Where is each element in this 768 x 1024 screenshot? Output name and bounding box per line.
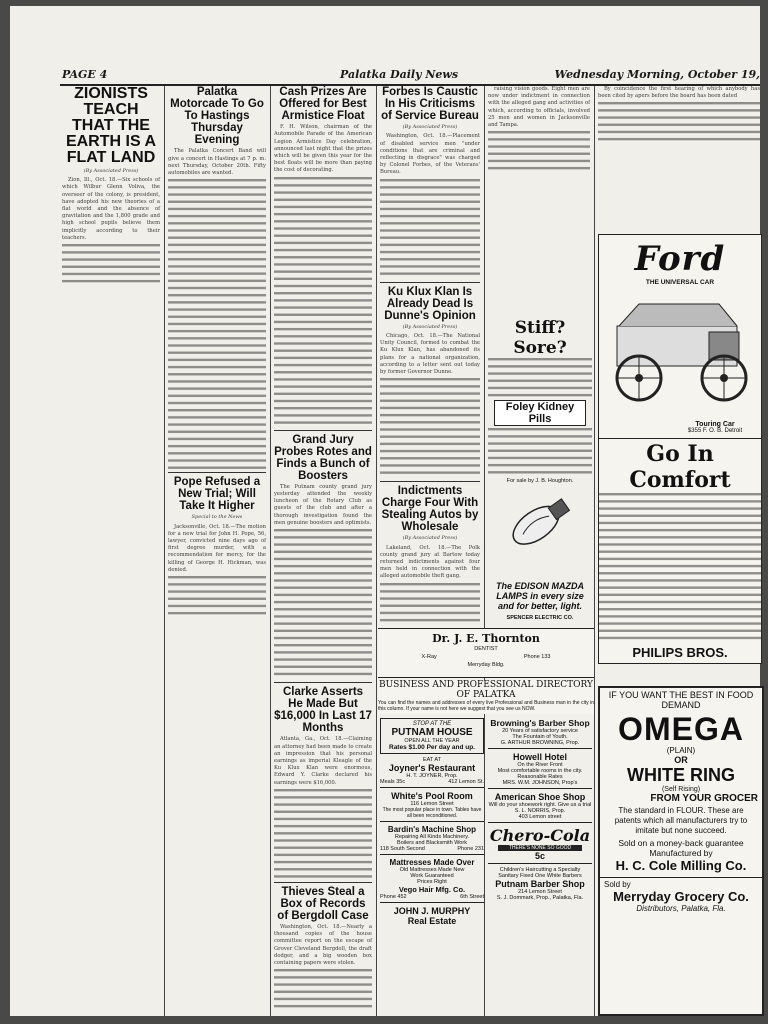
howell-ad bbox=[488, 752, 592, 789]
jury-text bbox=[274, 529, 372, 679]
issue-date: Wednesday Morning, October 19, bbox=[554, 68, 760, 81]
joyner-address: 412 Lemon St. bbox=[448, 779, 484, 785]
omega-line3: Manufactured by bbox=[649, 848, 713, 858]
bardin-address: 118 South Second bbox=[380, 846, 425, 852]
joyner-ad bbox=[380, 757, 484, 788]
clarke-text bbox=[274, 789, 372, 879]
thornton-name: Dr. J. E. Thornton bbox=[432, 632, 540, 645]
masthead bbox=[60, 68, 760, 86]
lamp-bulb-icon bbox=[488, 486, 592, 576]
column-rule bbox=[484, 86, 485, 1016]
stiff-sore-ad bbox=[488, 318, 592, 484]
murphy-name: JOHN J. MURPHY bbox=[393, 906, 471, 916]
newspaper-title: Palatka Daily News bbox=[340, 68, 459, 81]
whites-note: The most popular place in town. Tables have all been reconditioned. bbox=[382, 807, 482, 819]
omega-from: FROM YOUR GROCER bbox=[650, 793, 758, 804]
whites-name: White's Pool Room bbox=[391, 791, 473, 801]
mattresses-line2: Work Guaranteed bbox=[410, 873, 454, 879]
omega-line1: The standard in FLOUR. These are patents which all manufacturers try to imitate but none succeed. bbox=[614, 806, 748, 835]
indictments-headline: Indictments Charge Four With Stealing Autos by Wholesale bbox=[381, 485, 479, 534]
ford-tagline: THE UNIVERSAL CAR bbox=[645, 279, 715, 286]
omega-dealer: Merryday Grocery Co. bbox=[613, 889, 749, 904]
pope-byline: Special to the News bbox=[191, 514, 243, 521]
ford-touring-car-icon bbox=[599, 286, 761, 416]
thornton-top-text: By coincidence the first hearing of which anybody has been cited by apers before the board has been dated bbox=[598, 86, 760, 100]
armistice-text bbox=[274, 177, 372, 427]
omega-plain: (PLAIN) bbox=[666, 746, 696, 755]
browning-name: Browning's Barber Shop bbox=[490, 718, 590, 728]
mattresses-company: Vego Hair Mfg. Co. bbox=[398, 885, 466, 894]
forbes-headline: Forbes Is Caustic In His Criticisms of Service Bureau bbox=[381, 86, 479, 123]
armistice-lead: F. H. Wilson, chairman of the Automobile Parade of the American Legion Armistice Day celebration, announced last night that the prizes which will be given this year for the best floats will be more than paying the cost of decorating. bbox=[274, 124, 372, 174]
murphy-line: Real Estate bbox=[407, 916, 457, 926]
pope-text bbox=[168, 576, 266, 616]
omega-dealer2: Distributors, Palatka, Fla. bbox=[636, 904, 726, 913]
american-owner: S. L. NORRIS, Prop. bbox=[514, 808, 566, 814]
concert-lead: The Palatka Concert Band will give a concert in Hastings at 7 p. m. next Thursday, October 20th. Fifty automobiles are wanted. bbox=[168, 148, 266, 176]
putnam-barber-owner: S. J. Dommark, Prop., Palatka, Fla. bbox=[496, 895, 584, 901]
joyner-owner: H. T. JOYNER, Prop. bbox=[406, 773, 458, 779]
edison-copy: The EDISON MAZDA LAMPS in every size and for better, light. bbox=[495, 581, 584, 611]
stiff-sore-copy bbox=[488, 358, 592, 398]
american-shoe-ad bbox=[488, 792, 592, 823]
thornton-card bbox=[378, 628, 594, 678]
chero-cola-tag: THERE'S NONE SO GOOD bbox=[498, 845, 582, 851]
browning-line2: The Fountain of Youth. bbox=[512, 734, 568, 740]
bardin-name: Bardin's Machine Shop bbox=[387, 825, 477, 834]
page-number: PAGE 4 bbox=[62, 68, 108, 81]
column-6-top bbox=[598, 86, 760, 226]
omega-name: OMEGA bbox=[618, 711, 744, 747]
column-3 bbox=[274, 86, 372, 1016]
thornton-phone: Phone 133 bbox=[523, 654, 551, 660]
edison-dealer: SPENCER ELECTRIC CO. bbox=[506, 615, 574, 621]
whites-address: 116 Lemon Street bbox=[410, 801, 454, 807]
joyner-name: Joyner's Restaurant bbox=[388, 763, 476, 773]
putnam-barber-name: Putnam Barber Shop bbox=[495, 879, 585, 889]
browning-ad bbox=[488, 718, 592, 749]
thornton-address: Merryday Bldg. bbox=[467, 662, 505, 668]
forbes-lead: Washington, Oct. 18.—Placement of disabled service men "under conditions that are criminal and reflecting in disgrace" was charged by Colonel Forbes, of the Veterans' Bureau. bbox=[380, 133, 480, 176]
pope-lead: Jacksonville, Oct. 18.—The motion for a new trial for John H. Pope, 56, lawyer, convicted nine days ago of first degree murder, with a recommendation for mercy, for the killing of George H. Hickman, was denied. bbox=[168, 523, 266, 573]
column-5-top bbox=[488, 86, 590, 316]
thieves-lead: Washington, Oct. 18.—Nearly a thousand copies of the house committee report on the escape of Grover Cleveland Bergdoll, the draft dodger, and a big wooden box containing papers were stolen. bbox=[274, 923, 372, 966]
klan-text bbox=[380, 378, 480, 478]
chero-cola-price: 5c bbox=[534, 851, 545, 861]
american-address: 403 Lemon street bbox=[518, 814, 562, 820]
directory-header bbox=[378, 680, 594, 714]
concert-text bbox=[168, 179, 266, 469]
mattresses-line1: Old Mattresses Made New bbox=[399, 867, 465, 873]
bardin-ad bbox=[380, 825, 484, 855]
howell-name: Howell Hotel bbox=[512, 752, 567, 762]
column-rule bbox=[594, 86, 595, 1016]
putnam-barber-address: 214 Lemon Street bbox=[518, 889, 562, 895]
omega-line2: Sold on a money-back guarantee bbox=[618, 838, 744, 848]
ford-model: Touring Car bbox=[695, 421, 735, 428]
mattresses-line3: Prices Right bbox=[417, 879, 447, 885]
putnam-barber-top: Children's Haircutting a Specialty bbox=[499, 867, 581, 873]
thornton-title: DENTIST bbox=[474, 646, 498, 652]
zionists-headline: ZIONISTS TEACH THAT THE EARTH IS A FLAT LAND bbox=[65, 85, 157, 166]
pope-headline: Pope Refused a New Trial; Will Take It Higher bbox=[173, 476, 261, 513]
omega-or: OR bbox=[674, 755, 688, 765]
stiff-sore-headline: Stiff? Sore? bbox=[513, 318, 567, 358]
jury-headline: Grand Jury Probes Rotes and Finds a Bunch of Boosters bbox=[274, 433, 372, 482]
column-4 bbox=[380, 86, 480, 626]
zionists-byline: (By Associated Press) bbox=[83, 168, 139, 174]
directory-note: You can find the names and addresses of every live Professional and Business man in the city in this column. If your name is not here we suggest that you see us NOW. bbox=[378, 700, 594, 712]
howell-line3: Reasonable Rates bbox=[517, 774, 563, 780]
omega-maker: H. C. Cole Milling Co. bbox=[615, 858, 747, 873]
zionists-body bbox=[62, 177, 160, 284]
joyner-meals: Meals 35c bbox=[380, 779, 406, 785]
directory-title: BUSINESS AND PROFESSIONAL DIRECTORY OF PALATKA bbox=[378, 680, 594, 700]
putnam-rates: Rates $1.00 Per day and up. bbox=[389, 744, 475, 751]
joyner-top: EAT AT bbox=[422, 757, 442, 763]
omega-selfrising: (Self Rising) bbox=[661, 786, 701, 793]
howell-line2: Most comfortable rooms in the city. bbox=[497, 768, 583, 774]
chero-cola-ad bbox=[488, 826, 592, 864]
mattresses-address: 6th Street bbox=[460, 894, 484, 900]
american-line: Will do your shoework right. Give us a trial bbox=[488, 802, 592, 808]
omega-top: IF YOU WANT THE BEST IN FOOD DEMAND bbox=[608, 690, 754, 710]
bardin-line2: Boilers and Blacksmith Work bbox=[397, 840, 467, 846]
woodmen-lead: raising vision goods. Eight men are now under indictment in connection with the alleged gang and activities of which, according to officials, involved 25 men and women in Jacksonville and Tampa. bbox=[488, 86, 590, 129]
browning-line1: 20 Years of satisfactory service bbox=[502, 728, 578, 734]
howell-owner: MRS. W.M. JOHNSON, Prop's bbox=[502, 780, 578, 786]
clarke-lead: Atlanta, Ga., Oct. 18.—Claiming an attorney had been made to create an impression that his personal earnings as imperial Kleagle of the Ku Klux Klan were enormous, Edward Y. Clarke declared his earnings were $16,000. bbox=[274, 736, 372, 786]
omega-ad bbox=[598, 686, 764, 1016]
column-rule bbox=[164, 86, 165, 1016]
concert-headline: Palatka Motorcade To Go To Hastings Thursday Evening bbox=[170, 86, 264, 147]
directory-left bbox=[380, 718, 484, 1014]
ford-copy bbox=[599, 493, 761, 643]
ford-dealer: PHILIPS BROS. bbox=[632, 645, 728, 660]
column-2 bbox=[168, 86, 266, 1016]
ford-logo: Ford bbox=[634, 239, 726, 279]
clarke-headline: Clarke Asserts He Made But $16,000 In Last 17 Months bbox=[274, 686, 372, 735]
jury-lead: The Putnam county grand jury yesterday attended the weekly luncheon of the Rotary Club as guests of the club and after a thorough investigation found the men genuine boosters and optimists. bbox=[274, 483, 372, 526]
mattresses-ad bbox=[380, 858, 484, 903]
directory-right bbox=[488, 718, 592, 1014]
zionists-lead: Zion, Ill., Oct. 18.—Six schools of which Wilbur Glenn Voliva, the overseer of the colony, is president, have adopted his new theories of a flat world and the absence of gravitation and the 1,800 grade and high school pupils believe them implicitly according to their teachers. bbox=[62, 177, 160, 241]
zionists-text bbox=[62, 244, 160, 284]
mattresses-name: Mattresses Made Over bbox=[389, 858, 475, 867]
omega-alt: WHITE RING bbox=[627, 765, 735, 785]
foley-copy bbox=[488, 428, 592, 478]
ford-ad bbox=[598, 234, 762, 664]
putnam-name: PUTNAM HOUSE bbox=[391, 727, 473, 738]
column-rule bbox=[376, 86, 377, 1016]
klan-byline: (By Associated Press) bbox=[402, 323, 458, 330]
thornton-xray: X-Ray bbox=[421, 654, 437, 660]
murphy-ad bbox=[380, 906, 484, 926]
mattresses-phone: Phone 452 bbox=[380, 894, 407, 900]
omega-soldby: Sold by bbox=[604, 880, 631, 889]
indictments-text bbox=[380, 583, 480, 623]
foley-footer: For sale by J. B. Houghton. bbox=[506, 478, 574, 484]
howell-line1: On the River Front bbox=[517, 762, 563, 768]
column-6-text bbox=[598, 102, 760, 142]
edison-ad bbox=[488, 486, 592, 624]
klan-lead: Chicago, Oct. 18.—The National Unity Council, formed to combat the Ku Klux Klan, has abandoned its plans for a national organization, according to a letter sent out today by former Governor Dunne. bbox=[380, 333, 480, 376]
browning-owner: G. ARTHUR BROWNING, Prop. bbox=[500, 740, 580, 746]
column-rule bbox=[270, 86, 271, 1016]
putnam-barber-ad bbox=[488, 867, 592, 901]
forbes-byline: (By Associated Press) bbox=[402, 124, 458, 131]
ford-headline: Go In Comfort bbox=[629, 441, 731, 493]
putnam-barber-line: Sanitary Fixed One White Barbers bbox=[498, 873, 582, 879]
putnam-house-ad bbox=[380, 718, 484, 754]
bardin-line1: Repairing All Kinds Machinery. bbox=[394, 834, 470, 840]
column-1 bbox=[62, 86, 160, 1016]
forbes-text bbox=[380, 179, 480, 279]
bardin-phone: Phone 231 bbox=[457, 846, 484, 852]
foley-brand: Foley Kidney Pills bbox=[494, 400, 586, 426]
chero-cola-name: Chero-Cola bbox=[489, 826, 591, 845]
indictments-lead: Lakeland, Oct. 18.—The Polk county grand jury at Bartow today returned indictments against four men held in connection with the alleged automobile theft gang. bbox=[380, 544, 480, 580]
armistice-headline: Cash Prizes Are Offered for Best Armistice Float bbox=[279, 86, 367, 123]
ford-price: $355 F. O. B. Detroit bbox=[687, 428, 743, 434]
whites-ad bbox=[380, 791, 484, 822]
american-name: American Shoe Shop bbox=[494, 792, 586, 802]
woodmen-text bbox=[488, 131, 590, 171]
putnam-sub: OPEN ALL THE YEAR bbox=[404, 738, 460, 744]
indictments-byline: (By Associated Press) bbox=[402, 535, 458, 542]
thieves-headline: Thieves Steal a Box of Records of Bergdoll Case bbox=[277, 885, 369, 922]
putnam-top: STOP AT THE bbox=[412, 721, 452, 727]
thieves-text bbox=[274, 969, 372, 1009]
klan-headline: Ku Klux Klan Is Already Dead Is Dunne's Opinion bbox=[384, 285, 476, 322]
